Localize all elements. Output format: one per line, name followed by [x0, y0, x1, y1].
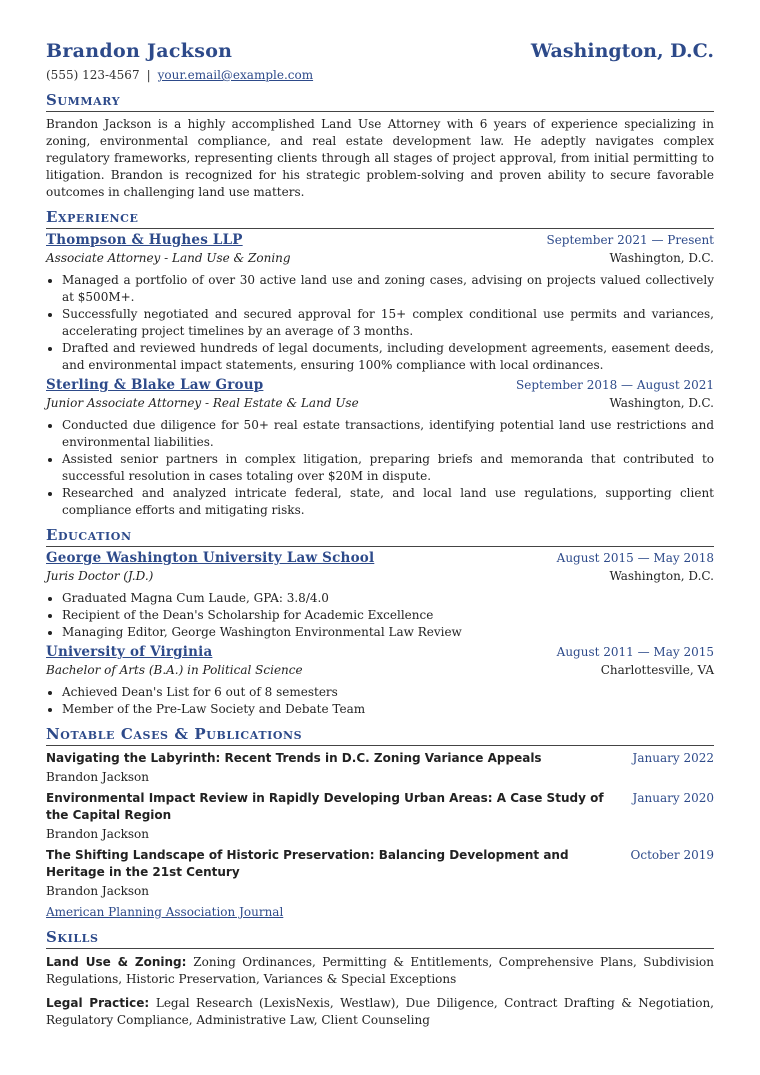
- candidate-location: Washington, D.C.: [530, 40, 714, 62]
- achievement-item: • Assisted senior partners in complex litigation, preparing briefs and memoranda that contributed to successful resolution in cases totaling over $20M in dispute.: [62, 451, 714, 485]
- achievement-item: • Researched and analyzed intricate federal, state, and local land use regulations, supporting client compliance efforts and mitigating risks.: [62, 485, 714, 519]
- employer-name[interactable]: Sterling & Blake Law Group: [46, 377, 264, 393]
- school-name[interactable]: George Washington University Law School: [46, 550, 375, 566]
- education-heading: Education: [46, 526, 714, 547]
- phone-number: (555) 123-4567: [46, 68, 140, 82]
- school-name[interactable]: University of Virginia: [46, 644, 213, 660]
- job-title: Junior Associate Attorney - Real Estate & Land Use: [46, 396, 359, 410]
- publication-entry: [46, 750, 714, 786]
- employment-dates: September 2021 — Present: [546, 233, 714, 247]
- resume-header: [46, 38, 714, 64]
- publication-title: Navigating the Labyrinth: Recent Trends in D.C. Zoning Variance Appeals: [46, 751, 542, 765]
- employer-name[interactable]: Thompson & Hughes LLP: [46, 232, 243, 248]
- skill-group-label: Legal Practice:: [46, 996, 156, 1010]
- achievement-list: [46, 417, 714, 519]
- achievement-item: • Managed a portfolio of over 30 active land use and zoning cases, advising on projects valued collectively at $500M+.: [62, 272, 714, 306]
- contact-separator: |: [146, 68, 151, 82]
- degree-name: Bachelor of Arts (B.A.) in Political Science: [46, 663, 303, 677]
- experience-heading: Experience: [46, 208, 714, 229]
- achievement-item: • Successfully negotiated and secured approval for 15+ complex conditional use permits and variances, accelerating project timelines by an average of 3 months.: [62, 306, 714, 340]
- education-highlight-item: • Achieved Dean's List for 6 out of 8 semesters: [62, 684, 714, 701]
- achievement-list: [46, 272, 714, 374]
- experience-entry: [46, 232, 714, 374]
- education-highlight-item: • Graduated Magna Cum Laude, GPA: 3.8/4.0: [62, 590, 714, 607]
- education-highlight-item: • Member of the Pre-Law Society and Debate Team: [62, 701, 714, 718]
- summary-heading: Summary: [46, 91, 714, 112]
- publication-entry: [46, 847, 714, 900]
- publication-date: January 2022: [632, 751, 714, 765]
- education-highlight-item: • Recipient of the Dean's Scholarship for Academic Excellence: [62, 607, 714, 624]
- education-highlight-list: [46, 684, 714, 718]
- contact-line: [46, 67, 714, 84]
- skill-group-text: Legal Research (LexisNexis, Westlaw), Due Diligence, Contract Drafting & Negotiation, Regulatory Compliance, Administrative Law, Client Counseling: [46, 996, 715, 1027]
- publication-entry: [46, 790, 714, 843]
- job-location: Washington, D.C.: [609, 396, 714, 410]
- school-location: Washington, D.C.: [609, 569, 714, 583]
- journal-link[interactable]: American Planning Association Journal: [46, 905, 284, 919]
- publication-title: Environmental Impact Review in Rapidly Developing Urban Areas: A Case Study of the Capital Region: [46, 791, 604, 822]
- achievement-item: • Drafted and reviewed hundreds of legal documents, including development agreements, easement deeds, and environmental impact statements, ensuring 100% compliance with local ordinances.: [62, 340, 714, 374]
- job-location: Washington, D.C.: [609, 251, 714, 265]
- education-dates: August 2011 — May 2015: [556, 645, 714, 659]
- degree-name: Juris Doctor (J.D.): [46, 569, 154, 583]
- job-title: Associate Attorney - Land Use & Zoning: [46, 251, 291, 265]
- publication-author: Brandon Jackson: [46, 884, 149, 898]
- publication-date: January 2020: [632, 791, 714, 805]
- school-location: Charlottesville, VA: [600, 663, 714, 677]
- skill-group-label: Land Use & Zoning:: [46, 955, 194, 969]
- email-link[interactable]: your.email@example.com: [157, 68, 314, 82]
- education-highlight-list: [46, 590, 714, 641]
- employment-dates: September 2018 — August 2021: [516, 378, 714, 392]
- publication-title: The Shifting Landscape of Historic Preservation: Balancing Development and Heritage in the 21st Century: [46, 848, 569, 879]
- summary-text: Brandon Jackson is a highly accomplished Land Use Attorney with 6 years of experience specializing in zoning, environmental compliance, and real estate development law. He adeptly navigates complex regulatory frameworks, representing clients through all stages of project approval, from initial permitting to litigation. Brandon is recognized for his strategic problem-solving and proven ability to secure favorable outcomes in challenging land use matters.: [46, 117, 714, 199]
- skill-group: [46, 954, 714, 988]
- skill-group-text: Zoning Ordinances, Permitting & Entitlements, Comprehensive Plans, Subdivision Regulations, Historic Preservation, Variances & Special Exceptions: [46, 955, 714, 986]
- experience-entry: [46, 377, 714, 519]
- achievement-item: • Conducted due diligence for 50+ real estate transactions, identifying potential land use restrictions and environmental liabilities.: [62, 417, 714, 451]
- education-entry: [46, 644, 714, 718]
- skills-heading: Skills: [46, 928, 714, 949]
- education-dates: August 2015 — May 2018: [556, 551, 714, 565]
- publication-author: Brandon Jackson: [46, 770, 149, 784]
- education-entry: [46, 550, 714, 641]
- skill-group: [46, 995, 714, 1029]
- publications-heading: Notable Cases & Publications: [46, 725, 714, 746]
- education-highlight-item: • Managing Editor, George Washington Environmental Law Review: [62, 624, 714, 641]
- candidate-name: Brandon Jackson: [46, 40, 233, 62]
- publication-date: October 2019: [630, 848, 714, 862]
- publication-author: Brandon Jackson: [46, 827, 149, 841]
